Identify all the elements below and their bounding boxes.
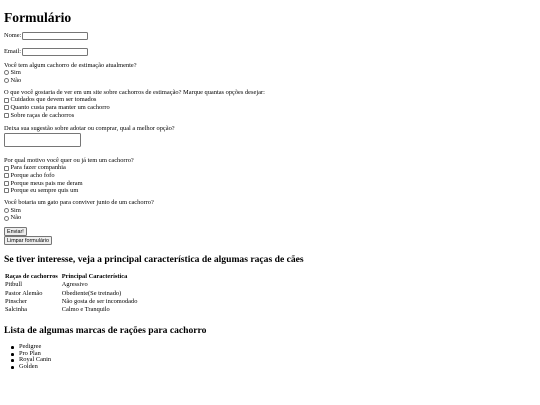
name-row bbox=[4, 32, 536, 40]
has-dog-radio-sim[interactable] bbox=[4, 70, 9, 75]
email-input[interactable] bbox=[22, 48, 88, 56]
site-topics-label: O que você gostaria de ver em um site sobre cachorros de estimação? Marque quantas opções desejar: bbox=[4, 88, 265, 96]
race-trait-cell: Obediente(Se treinado) bbox=[61, 289, 122, 297]
has-dog-option[interactable] bbox=[4, 77, 536, 85]
site-topic-option-label: Sobre raças de cachorros bbox=[10, 111, 75, 119]
dog-survey-form bbox=[4, 32, 536, 245]
form-buttons bbox=[4, 227, 536, 245]
cat-radio-sim[interactable] bbox=[4, 208, 9, 213]
reason-option-label: Porque meus pais me deram bbox=[10, 179, 83, 187]
race-name-cell: Pastor Alemão bbox=[5, 289, 43, 297]
race-name-cell: Salcinha bbox=[5, 306, 28, 314]
cat-option-label: Sim bbox=[10, 206, 21, 214]
page-title: Formulário bbox=[4, 10, 72, 25]
race-name-cell: Pitbull bbox=[5, 281, 23, 289]
reason-checkbox-always-wanted[interactable] bbox=[4, 188, 9, 193]
reason-option[interactable] bbox=[4, 164, 536, 172]
table-row bbox=[4, 298, 140, 306]
site-topic-option[interactable] bbox=[4, 112, 536, 120]
reason-option[interactable] bbox=[4, 187, 536, 195]
name-label: Nome: bbox=[4, 32, 22, 40]
cat-option[interactable] bbox=[4, 214, 536, 222]
has-dog-option-label: Não bbox=[10, 76, 22, 84]
reason-option-label: Porque eu sempre quis um bbox=[10, 187, 79, 195]
has-dog-question bbox=[4, 62, 536, 85]
reason-checkbox-cute[interactable] bbox=[4, 173, 9, 178]
race-trait-cell: Calmo e Tranquilo bbox=[61, 306, 110, 314]
reason-question bbox=[4, 157, 536, 195]
bullet-icon bbox=[11, 366, 14, 369]
site-topic-option-label: Cuidados que devem ser tomados bbox=[10, 96, 97, 104]
reason-checkbox-company[interactable] bbox=[4, 166, 9, 171]
brand-name: Pedigree bbox=[19, 343, 42, 351]
races-heading: Se tiver interesse, veja a principal característica de algumas raças de cães bbox=[4, 254, 304, 265]
has-dog-option[interactable] bbox=[4, 69, 536, 77]
email-label: Email: bbox=[4, 47, 22, 55]
site-topic-checkbox-care[interactable] bbox=[4, 98, 9, 103]
races-table-header bbox=[4, 273, 140, 281]
suggestion-question bbox=[4, 125, 536, 147]
has-dog-label: Você tem algum cachorro de estimação atualmente? bbox=[4, 61, 137, 69]
reason-option-label: Porque acho fofo bbox=[10, 171, 55, 179]
suggestion-textarea[interactable] bbox=[4, 133, 81, 147]
cat-radio-nao[interactable] bbox=[4, 216, 9, 221]
table-row bbox=[4, 290, 140, 298]
cat-label: Você botaria um gato para conviver junto de um cachorro? bbox=[4, 199, 154, 207]
has-dog-option-label: Sim bbox=[10, 69, 21, 77]
site-topic-checkbox-cost[interactable] bbox=[4, 105, 9, 110]
has-dog-radio-nao[interactable] bbox=[4, 78, 9, 83]
brands-heading: Lista de algumas marcas de rações para cachorro bbox=[4, 325, 207, 337]
brand-name: Pro Plan bbox=[19, 349, 41, 357]
list-item bbox=[19, 364, 536, 371]
race-name-cell: Pinscher bbox=[5, 297, 28, 305]
brand-name: Golden bbox=[19, 362, 38, 370]
submit-button[interactable]: Enviar! bbox=[4, 227, 27, 236]
site-topic-option[interactable] bbox=[4, 104, 536, 112]
column-header: Raças de cachorros bbox=[5, 273, 58, 280]
brand-name: Royal Canin bbox=[19, 356, 52, 364]
email-row bbox=[4, 48, 536, 56]
site-topics-question bbox=[4, 89, 536, 119]
race-trait-cell: Agressivo bbox=[61, 281, 88, 289]
table-row bbox=[4, 306, 140, 314]
cat-question bbox=[4, 199, 536, 222]
site-topic-option[interactable] bbox=[4, 96, 536, 104]
reason-option-label: Para fazer companhia bbox=[10, 164, 66, 172]
race-trait-cell: Não gosta de ser incomodado bbox=[61, 297, 138, 305]
bullet-icon bbox=[11, 359, 14, 362]
reason-option[interactable] bbox=[4, 180, 536, 188]
brands-list bbox=[4, 344, 536, 370]
reset-button[interactable]: Limpar formulário bbox=[4, 236, 52, 245]
reason-option[interactable] bbox=[4, 172, 536, 180]
reason-checkbox-parents[interactable] bbox=[4, 181, 9, 186]
suggestion-label: Deixa sua sugestão sobre adotar ou comprar, qual a melhor opção? bbox=[4, 125, 175, 133]
column-header: Principal Característica bbox=[61, 273, 128, 280]
cat-option-label: Não bbox=[10, 214, 22, 222]
cat-option[interactable] bbox=[4, 207, 536, 215]
site-topic-option-label: Quanto custa para manter um cachorro bbox=[10, 103, 110, 111]
name-input[interactable] bbox=[22, 32, 88, 40]
bullet-icon bbox=[11, 346, 14, 349]
races-table bbox=[4, 273, 140, 314]
table-row bbox=[4, 281, 140, 289]
site-topic-checkbox-breeds[interactable] bbox=[4, 113, 9, 118]
reason-label: Por qual motivo você quer ou já tem um cachorro? bbox=[4, 156, 134, 164]
bullet-icon bbox=[11, 353, 14, 356]
